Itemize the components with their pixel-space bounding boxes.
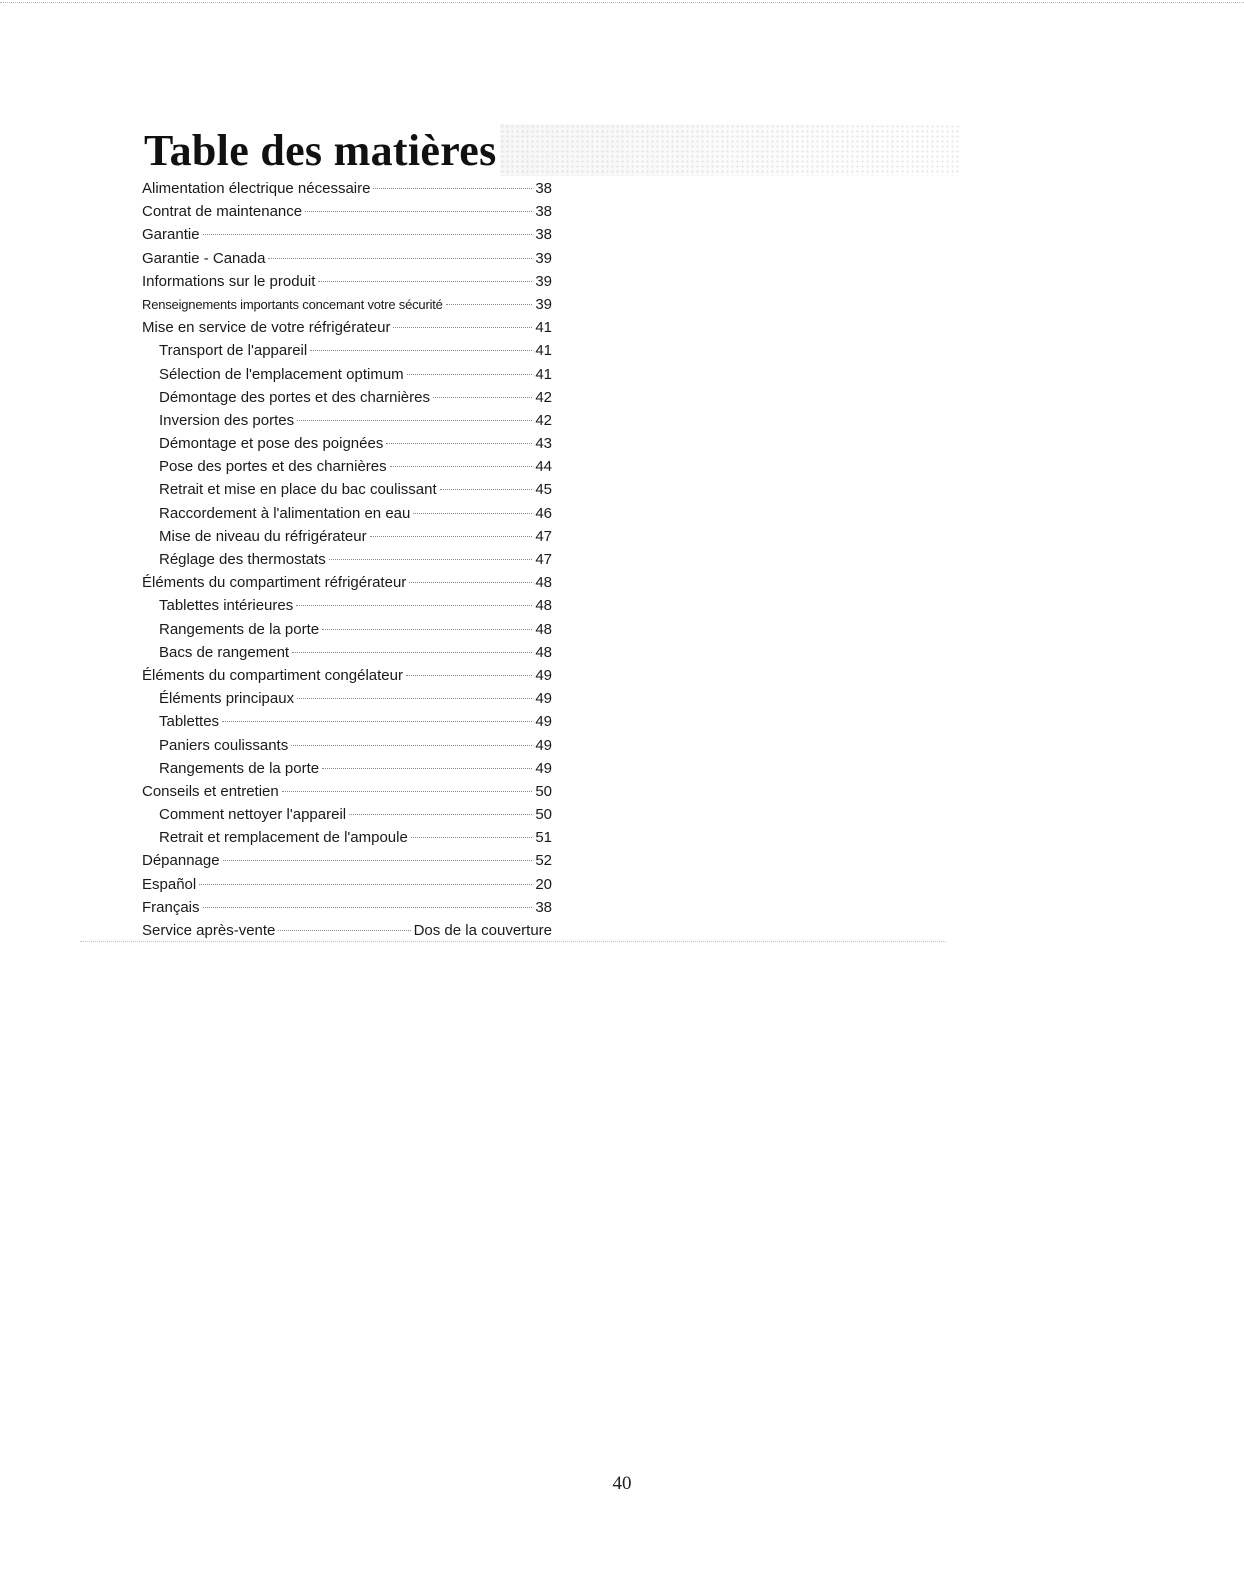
toc-subentry	[142, 803, 552, 826]
toc-entry-label: Pose des portes et des charnières	[159, 458, 387, 476]
toc-entry	[142, 177, 552, 200]
toc-dot-leader	[199, 884, 532, 885]
toc-entry-label: Informations sur le produit	[142, 272, 316, 290]
toc-dot-leader	[291, 745, 532, 746]
toc-entry-label: Éléments du compartiment congélateur	[142, 666, 403, 684]
toc-dot-leader	[370, 536, 533, 537]
toc-entry-page: 49	[535, 713, 552, 731]
toc-dot-leader	[296, 605, 532, 606]
toc-entry-page: 51	[535, 829, 552, 847]
toc-entry-page: 20	[535, 875, 552, 893]
toc-entry-label: Rangements de la porte	[159, 620, 320, 638]
toc-subentry	[142, 409, 552, 432]
toc-dot-leader	[373, 188, 532, 189]
toc-dot-leader	[407, 374, 533, 375]
toc-entry-label: Dépannage	[142, 852, 220, 870]
toc-entry-label: Bacs de rangement	[159, 643, 290, 661]
toc-entry-label: Démontage et pose des poignées	[159, 435, 384, 453]
toc-dot-leader	[386, 443, 532, 444]
toc-dot-leader	[433, 397, 532, 398]
toc-entry-label: Mise en service de votre réfrigérateur	[142, 319, 391, 337]
toc-entry-page: Dos de la couverture	[413, 922, 552, 939]
toc-entry-label: Éléments du compartiment réfrigérateur	[142, 574, 407, 592]
toc-entry-page: 42	[535, 388, 552, 406]
toc-entry	[142, 247, 552, 270]
toc-dot-leader	[406, 675, 532, 676]
toc-dot-leader	[393, 327, 532, 328]
toc-entry	[142, 293, 552, 316]
toc-subentry	[142, 525, 552, 548]
toc-entry	[142, 200, 552, 223]
toc-entry-page: 48	[535, 597, 552, 615]
toc-entry-page: 43	[535, 435, 552, 453]
toc-entry-label: Transport de l'appareil	[159, 342, 308, 360]
toc-entry-label: Service après-vente	[142, 922, 276, 939]
toc-subentry	[142, 339, 552, 362]
toc-dot-leader	[292, 652, 532, 653]
toc-entry-page: 49	[535, 690, 552, 708]
toc-entry-page: 44	[535, 458, 552, 476]
toc-entry-label: Français	[142, 898, 200, 916]
toc-dot-leader	[278, 930, 410, 931]
toc-subentry	[142, 363, 552, 386]
toc-entry-page: 38	[535, 203, 552, 221]
toc-subentry	[142, 548, 552, 571]
toc-dot-leader	[409, 582, 532, 583]
toc-dot-leader	[329, 559, 533, 560]
page-title: Table des matières	[144, 126, 497, 175]
toc-entry	[142, 896, 552, 919]
toc-dot-leader	[305, 211, 532, 212]
toc-entry	[142, 849, 552, 872]
toc-dot-leader	[203, 234, 533, 235]
toc-entry	[142, 780, 552, 803]
toc-entry-page: 49	[535, 666, 552, 684]
toc-entry-label: Español	[142, 875, 197, 893]
table-of-contents	[142, 177, 552, 942]
toc-entry-page: 39	[535, 249, 552, 267]
toc-dot-leader	[413, 513, 532, 514]
toc-subentry	[142, 734, 552, 757]
toc-dot-leader	[297, 420, 532, 421]
toc-entry-page: 48	[535, 574, 552, 592]
toc-entry-label: Démontage des portes et des charnières	[159, 388, 430, 406]
toc-entry	[142, 664, 552, 687]
toc-entry-page: 49	[535, 759, 552, 777]
toc-entry-label: Raccordement à l'alimentation en eau	[159, 504, 411, 522]
toc-subentry	[142, 710, 552, 733]
toc-subentry	[142, 641, 552, 664]
toc-entry	[142, 571, 552, 594]
toc-dot-leader	[322, 629, 532, 630]
toc-entry-label: Alimentation électrique nécessaire	[142, 180, 371, 197]
toc-subentry	[142, 594, 552, 617]
toc-dot-leader	[282, 791, 533, 792]
toc-dot-leader	[440, 489, 533, 490]
toc-entry-page: 48	[535, 643, 552, 661]
toc-subentry	[142, 502, 552, 525]
toc-entry-page: 39	[535, 295, 552, 313]
toc-subentry	[142, 455, 552, 478]
toc-entry-label: Renseignements importants concemant votre sécurité	[142, 296, 443, 312]
toc-entry-page: 50	[535, 782, 552, 800]
toc-entry-label: Tablettes intérieures	[159, 597, 294, 615]
toc-entry-page: 41	[535, 365, 552, 383]
toc-entry-page: 50	[535, 806, 552, 824]
toc-entry-page: 52	[535, 852, 552, 870]
bottom-dotted-rule	[80, 941, 946, 942]
toc-subentry	[142, 478, 552, 501]
toc-entry	[142, 223, 552, 246]
toc-entry-page: 41	[535, 342, 552, 360]
toc-subentry	[142, 432, 552, 455]
toc-entry-label: Contrat de maintenance	[142, 203, 303, 221]
toc-subentry	[142, 687, 552, 710]
toc-entry-label: Mise de niveau du réfrigérateur	[159, 527, 367, 545]
toc-entry-page: 46	[535, 504, 552, 522]
toc-entry	[142, 270, 552, 293]
toc-dot-leader	[411, 837, 532, 838]
toc-dot-leader	[268, 258, 532, 259]
toc-dot-leader	[297, 698, 532, 699]
toc-entry-page: 39	[535, 272, 552, 290]
toc-entry-label: Comment nettoyer l'appareil	[159, 806, 347, 824]
toc-entry-label: Éléments principaux	[159, 690, 295, 708]
toc-entry-label: Retrait et mise en place du bac coulissant	[159, 481, 437, 499]
toc-entry-label: Retrait et remplacement de l'ampoule	[159, 829, 408, 847]
toc-entry-page: 49	[535, 736, 552, 754]
toc-dot-leader	[203, 907, 533, 908]
toc-dot-leader	[222, 721, 532, 722]
toc-entry-page: 38	[535, 180, 552, 197]
top-dotted-rule	[0, 2, 1244, 3]
toc-entry-label: Sélection de l'emplacement optimum	[159, 365, 404, 383]
toc-subentry	[142, 386, 552, 409]
toc-entry-page: 38	[535, 898, 552, 916]
toc-entry-page: 41	[535, 319, 552, 337]
toc-subentry	[142, 618, 552, 641]
title-halftone-band	[500, 124, 960, 176]
toc-subentry	[142, 757, 552, 780]
toc-entry	[142, 919, 552, 942]
toc-entry-page: 47	[535, 551, 552, 568]
toc-dot-leader	[223, 860, 533, 861]
toc-dot-leader	[446, 304, 533, 305]
toc-entry-page: 47	[535, 527, 552, 545]
toc-dot-leader	[349, 814, 532, 815]
toc-entry-page: 48	[535, 620, 552, 638]
toc-entry	[142, 316, 552, 339]
toc-entry-label: Conseils et entretien	[142, 782, 279, 800]
toc-dot-leader	[318, 281, 532, 282]
toc-entry-label: Paniers coulissants	[159, 736, 289, 754]
toc-entry-page: 45	[535, 481, 552, 499]
toc-dot-leader	[322, 768, 532, 769]
toc-dot-leader	[310, 350, 532, 351]
toc-subentry	[142, 826, 552, 849]
toc-entry-label: Réglage des thermostats	[159, 551, 326, 568]
toc-entry-label: Inversion des portes	[159, 411, 295, 429]
toc-entry-label: Rangements de la porte	[159, 759, 320, 777]
toc-entry-page: 38	[535, 226, 552, 244]
toc-entry-label: Garantie	[142, 226, 200, 244]
toc-entry-page: 42	[535, 411, 552, 429]
toc-entry	[142, 873, 552, 896]
toc-entry-label: Garantie - Canada	[142, 249, 266, 267]
toc-entry-label: Tablettes	[159, 713, 220, 731]
page-number: 40	[612, 1473, 632, 1494]
toc-dot-leader	[390, 466, 533, 467]
